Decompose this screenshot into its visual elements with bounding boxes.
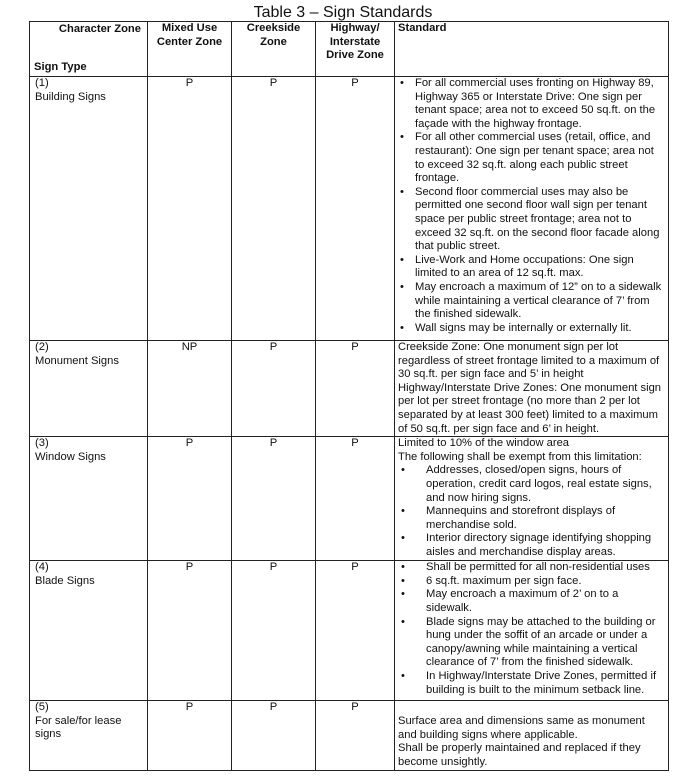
- standard-bullets: [398, 77, 666, 335]
- standard-paragraph: Shall be properly maintained and replaced if they become unsightly.: [398, 742, 641, 768]
- row-number: (2): [35, 341, 49, 353]
- highway-header: Highway/ Interstate Drive Zone: [316, 22, 395, 77]
- mixed-use-value: NP: [148, 341, 232, 437]
- table-row: [30, 77, 669, 341]
- sign-type-cell: [30, 561, 148, 701]
- list-item: • Second floor commercial uses may also be permitted one second floor wall sign per tenant space per public street frontage; area not to exceed 32 sq.ft. on the second floor facade along that public street.: [398, 186, 666, 254]
- creekside-value: P: [232, 437, 316, 561]
- highway-value: P: [316, 561, 395, 701]
- row-number: (5): [35, 701, 49, 714]
- sign-type-name: Monument Signs: [35, 354, 119, 367]
- list-item: • In Highway/Interstate Drive Zones, permitted if building is built to the minimum setback line.: [398, 670, 666, 697]
- standard-paragraph: Surface area and dimensions same as monument and building signs where applicable.: [398, 715, 645, 741]
- sign-type-name: For sale/for lease signs: [35, 714, 122, 741]
- sign-type-cell: [30, 341, 148, 437]
- standard-paragraph: The following shall be exempt from this limitation:: [398, 450, 642, 463]
- highway-value: P: [316, 437, 395, 561]
- row-number: (4): [35, 561, 49, 574]
- standard-cell: [395, 341, 669, 437]
- standard-cell: [395, 77, 669, 341]
- row-number: (1): [35, 77, 49, 89]
- standard-paragraph: Limited to 10% of the window area: [398, 437, 570, 450]
- list-item: • 6 sq.ft. maximum per sign face.: [398, 575, 666, 589]
- mixed-use-value: P: [148, 701, 232, 771]
- mixed-use-value: P: [148, 561, 232, 701]
- table-row: [30, 341, 669, 437]
- list-item: • Mannequins and storefront displays of merchandise sold.: [398, 505, 666, 532]
- list-item: • May encroach a maximum of 2’ on to a sidewalk.: [398, 588, 666, 615]
- list-item: • Blade signs may be attached to the building or hung under the soffit of an arcade or under a canopy/awning while maintaining a vertical clearance of 7’ from the finished sidewalk.: [398, 616, 666, 670]
- list-item: • Interior directory signage identifying shopping aisles and merchandise display areas.: [398, 532, 666, 559]
- standard-bullets: [398, 464, 666, 559]
- standard-cell: [395, 437, 669, 561]
- table-caption: Table 3 – Sign Standards: [253, 4, 433, 21]
- creekside-value: P: [232, 701, 316, 771]
- mixed-use-value: P: [148, 77, 232, 341]
- list-item: • Shall be permitted for all non-residential uses: [398, 561, 666, 575]
- list-item: • Addresses, closed/open signs, hours of operation, credit card logos, real estate signs, and now hiring signs.: [398, 464, 666, 505]
- table-row: [30, 701, 669, 771]
- character-zone-header: [30, 22, 148, 77]
- list-item: • For all other commercial uses (retail, office, and restaurant): One sign per tenant space; area not to exceed 32 sq.ft. along each public street frontage.: [398, 131, 666, 185]
- table-row: [30, 561, 669, 701]
- creekside-value: P: [232, 561, 316, 701]
- sign-type-cell: [30, 701, 148, 771]
- sign-type-name: Blade Signs: [35, 574, 95, 587]
- table-row: [30, 437, 669, 561]
- sign-type-cell: [30, 77, 148, 341]
- mixed-use-header: Mixed Use Center Zone: [148, 22, 232, 77]
- sign-type-name: Building Signs: [35, 90, 106, 103]
- highway-value: P: [316, 341, 395, 437]
- highway-value: P: [316, 701, 395, 771]
- standard-paragraph: Creekside Zone: One monument sign per lot regardless of street frontage limited to a maximum of 30 sq.ft. per sign face and 5’ in height: [398, 341, 660, 381]
- standard-paragraph: Highway/Interstate Drive Zones: One monument sign per lot per street frontage (no more than 2 per lot separated by at least 300 feet) limited to a maximum of 50 sq.ft. per sign face and 6’ in height.: [398, 381, 662, 435]
- list-item: • Wall signs may be internally or externally lit.: [398, 322, 666, 336]
- standard-cell: [395, 701, 669, 771]
- sign-type-cell: [30, 437, 148, 561]
- spacer: [398, 701, 666, 715]
- sign-type-name: Window Signs: [35, 450, 106, 463]
- creekside-value: P: [232, 341, 316, 437]
- character-zone-label: Character Zone: [58, 23, 141, 35]
- standard-bullets: [398, 561, 666, 697]
- list-item: • May encroach a maximum of 12” on to a sidewalk while maintaining a vertical clearance of 7’ from the finished sidewalk.: [398, 281, 666, 322]
- creekside-header: Creekside Zone: [232, 22, 316, 77]
- list-item: • For all commercial uses fronting on Highway 89, Highway 365 or Interstate Drive: One sign per tenant space; area not to exceed 50 sq.ft. on the façade with the highway frontage.: [398, 77, 666, 131]
- mixed-use-value: P: [148, 437, 232, 561]
- sign-standards-table: [29, 21, 669, 771]
- highway-value: P: [316, 77, 395, 341]
- standard-cell: [395, 561, 669, 701]
- sign-type-label: Sign Type: [34, 61, 87, 74]
- list-item: • Live-Work and Home occupations: One sign limited to an area of 12 sq.ft. max.: [398, 254, 666, 281]
- creekside-value: P: [232, 77, 316, 341]
- header-row: [30, 22, 669, 77]
- standard-header: Standard: [395, 22, 669, 77]
- row-number: (3): [35, 437, 49, 450]
